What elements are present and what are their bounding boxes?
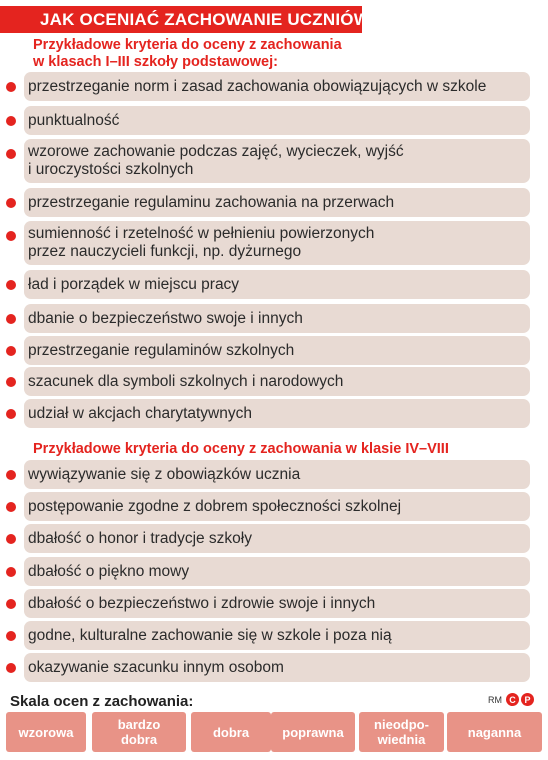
item-text: punktualność bbox=[28, 111, 120, 129]
item-text: postępowanie zgodne z dobrem społeczności szkolnej bbox=[28, 497, 402, 515]
item-bar bbox=[24, 492, 530, 521]
item-bar bbox=[24, 524, 530, 553]
bullet-icon bbox=[6, 198, 16, 208]
bullet-icon bbox=[6, 502, 16, 512]
grade-label: naganna bbox=[467, 724, 522, 740]
grade-scale bbox=[6, 712, 542, 752]
grade-label: nieodpo- wiednia bbox=[374, 717, 429, 747]
grade-box bbox=[92, 712, 186, 752]
credit bbox=[488, 693, 534, 706]
credit-author: RM bbox=[488, 694, 502, 705]
item-bar bbox=[24, 106, 530, 135]
list-item bbox=[0, 557, 548, 586]
list-item bbox=[0, 621, 548, 650]
list-item bbox=[0, 139, 548, 183]
list-item bbox=[0, 524, 548, 553]
list-item bbox=[0, 270, 548, 299]
grade-label: wzorowa bbox=[18, 724, 74, 740]
item-bar bbox=[24, 399, 530, 428]
item-text: wzorowe zachowanie podczas zajęć, wycieczek, wyjść i uroczystości szkolnych bbox=[28, 143, 404, 178]
list-item bbox=[0, 336, 548, 365]
scale-title: Skala ocen z zachowania: bbox=[10, 693, 194, 710]
bullet-icon bbox=[6, 116, 16, 126]
item-bar bbox=[24, 367, 530, 396]
list-item bbox=[0, 653, 548, 682]
list-item bbox=[0, 304, 548, 333]
list-item bbox=[0, 589, 548, 618]
item-bar bbox=[24, 557, 530, 586]
item-bar bbox=[24, 188, 530, 217]
list-item bbox=[0, 72, 548, 101]
item-text: przestrzeganie regulaminu zachowania na przerwach bbox=[28, 193, 395, 211]
list-item bbox=[0, 367, 548, 396]
list-item bbox=[0, 106, 548, 135]
section1-title: Przykładowe kryteria do oceny z zachowania w klasach I–III szkoły podstawowej: bbox=[33, 37, 342, 70]
bullet-icon bbox=[6, 631, 16, 641]
publisher-icon: P bbox=[521, 693, 534, 706]
grade-label: bardzo dobra bbox=[117, 717, 161, 747]
bullet-icon bbox=[6, 82, 16, 92]
item-text: udział w akcjach charytatywnych bbox=[28, 404, 252, 422]
grade-box bbox=[6, 712, 86, 752]
item-text: przestrzeganie regulaminów szkolnych bbox=[28, 341, 295, 359]
bullet-icon bbox=[6, 280, 16, 290]
copyright-icon: C bbox=[506, 693, 519, 706]
grade-box bbox=[359, 712, 444, 752]
item-text: przestrzeganie norm i zasad zachowania obowiązujących w szkole bbox=[28, 77, 487, 95]
section2-title: Przykładowe kryteria do oceny z zachowania w klasie IV–VIII bbox=[33, 441, 449, 457]
bullet-icon bbox=[6, 314, 16, 324]
item-text: sumienność i rzetelność w pełnieniu powierzonych przez nauczycieli funkcji, np. dyżurnego bbox=[28, 225, 375, 260]
list-item bbox=[0, 221, 548, 265]
item-text: dbanie o bezpieczeństwo swoje i innych bbox=[28, 309, 303, 327]
item-bar bbox=[24, 589, 530, 618]
item-text: godne, kulturalne zachowanie się w szkole i poza nią bbox=[28, 626, 392, 644]
bullet-icon bbox=[6, 377, 16, 387]
item-bar bbox=[24, 304, 530, 333]
list-item bbox=[0, 399, 548, 428]
list-item bbox=[0, 460, 548, 489]
item-bar bbox=[24, 221, 530, 265]
grade-label: dobra bbox=[212, 724, 250, 740]
item-text: ład i porządek w miejscu pracy bbox=[28, 275, 240, 293]
item-bar bbox=[24, 72, 530, 101]
page-title: JAK OCENIAĆ ZACHOWANIE UCZNIÓW bbox=[40, 9, 370, 29]
item-text: okazywanie szacunku innym osobom bbox=[28, 658, 284, 676]
item-text: wywiązywanie się z obowiązków ucznia bbox=[28, 465, 301, 483]
bullet-icon bbox=[6, 599, 16, 609]
header-banner bbox=[0, 6, 370, 33]
bullet-icon bbox=[6, 231, 16, 241]
grade-box bbox=[191, 712, 271, 752]
item-text: szacunek dla symboli szkolnych i narodowych bbox=[28, 372, 344, 390]
bullet-icon bbox=[6, 470, 16, 480]
grade-label: poprawna bbox=[282, 724, 344, 740]
bullet-icon bbox=[6, 149, 16, 159]
item-text: dbałość o bezpieczeństwo i zdrowie swoje i innych bbox=[28, 594, 376, 612]
item-bar bbox=[24, 621, 530, 650]
bullet-icon bbox=[6, 534, 16, 544]
item-text: dbałość o honor i tradycje szkoły bbox=[28, 529, 253, 547]
list-item bbox=[0, 188, 548, 217]
item-bar bbox=[24, 270, 530, 299]
grade-box bbox=[271, 712, 355, 752]
bullet-icon bbox=[6, 663, 16, 673]
grade-box bbox=[447, 712, 542, 752]
bullet-icon bbox=[6, 567, 16, 577]
item-bar bbox=[24, 653, 530, 682]
item-bar bbox=[24, 336, 530, 365]
item-text: dbałość o piękno mowy bbox=[28, 562, 190, 580]
bullet-icon bbox=[6, 409, 16, 419]
list-item bbox=[0, 492, 548, 521]
item-bar bbox=[24, 139, 530, 183]
item-bar bbox=[24, 460, 530, 489]
bullet-icon bbox=[6, 346, 16, 356]
